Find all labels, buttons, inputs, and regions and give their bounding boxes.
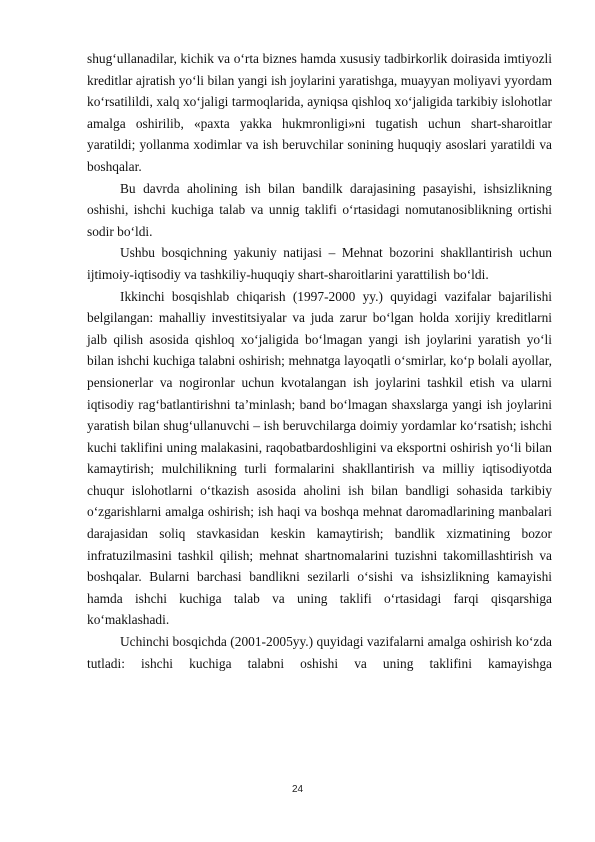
- paragraph-3: Ushbu bosqichning yakuniy natijasi – Mehnat bozorini shakllantirish uchun ijtimoiy-iqtisodiy va tashkiliy-huquqiy shart-sharoitlarini yarattilish bo‘ldi.: [87, 245, 552, 282]
- body-text: [87, 48, 552, 674]
- paragraph-4: Ikkinchi bosqishlab chiqarish (1997-2000 yy.) quyidagi vazifalar bajarilishi belgilangan: mahalliy investitsiyalar va juda zarur bo‘lgan holda xorijiy kreditlarni jalb qilish asosida qishloq xo‘jaligida bo‘lmagan yangi ish joylarini yaratish yo‘li bilan ishchi kuchiga talabni oshirish; mehnatga layoqatli o‘smirlar, ko‘p bolali ayollar, pensionerlar va nogironlar uchun kvotalangan ish joylarini tashkil etish va ularni iqtisodiy rag‘batlantirishni ta’minlash; band bo‘lmagan shaxslarga yangi ish joylarini yaratish bilan shug‘ullanuvchi – ish beruvchilarga doimiy yordamlar ko‘rsatish; ishchi kuchi taklifini uning malakasini, raqobatbardoshligini va eksportni oshirish yo‘li bilan kamaytirish; mulchilikning turli formalarini shakllantirish va milliy iqtisodiyotda chuqur islohotlarni o‘tkazish asosida aholini ish bilan bandligi sohasida tarkibiy o‘zgarishlarni amalga oshirish; ish haqi va boshqa mehnat daromadlarining manbalari darajasidan soliq stavkasidan keskin kamaytirish; bandlik xizmatining bozor infratuzilmasini tashkil qilish; mehnat shartnomalarini tuzishni takomillashtirish va boshqalar. Bularni barchasi bandlikni sezilarli o‘sishi va ishsizlikning kamayishi hamda ishchi kuchiga talab va uning taklifi o‘rtasidagi farqi qisqarshiga ko‘maklashadi.: [87, 288, 552, 628]
- page-number: 24: [291, 784, 304, 795]
- paragraph-1: shug‘ullanadilar, kichik va o‘rta biznes hamda xususiy tadbirkorlik doirasida imtiyozli kreditlar ajratish yo‘li bilan yangi ish joylarini yaratishga, muayyan moliyavi yyordam ko‘rsatilildi, xalq xo‘jaligi tarmoqlarida, ayniqsa qishloq xo‘jaligida tarkibiy islohotlar amalga oshirilib, «paxta yakka hukmronligi»ni tugatish uchun shart-sharoitlar yaratildi; yollanma xodimlar va ish beruvchilar sonining huquqiy asoslari yaratildi va boshqalar.: [87, 51, 552, 174]
- paragraph-2: Bu davrda aholining ish bilan bandilk darajasining pasayishi, ishsizlikning oshishi, ishchi kuchiga talab va unnig taklifi o‘rtasidagi nomutanosiblikning ortishi sodir bo‘ldi.: [87, 180, 552, 239]
- paragraph-5: Uchinchi bosqichda (2001-2005yy.) quyidagi vazifalarni amalga oshirish ko‘zda tutladi: ishchi kuchiga talabni oshishi va uning taklifini kamayishga: [87, 634, 552, 671]
